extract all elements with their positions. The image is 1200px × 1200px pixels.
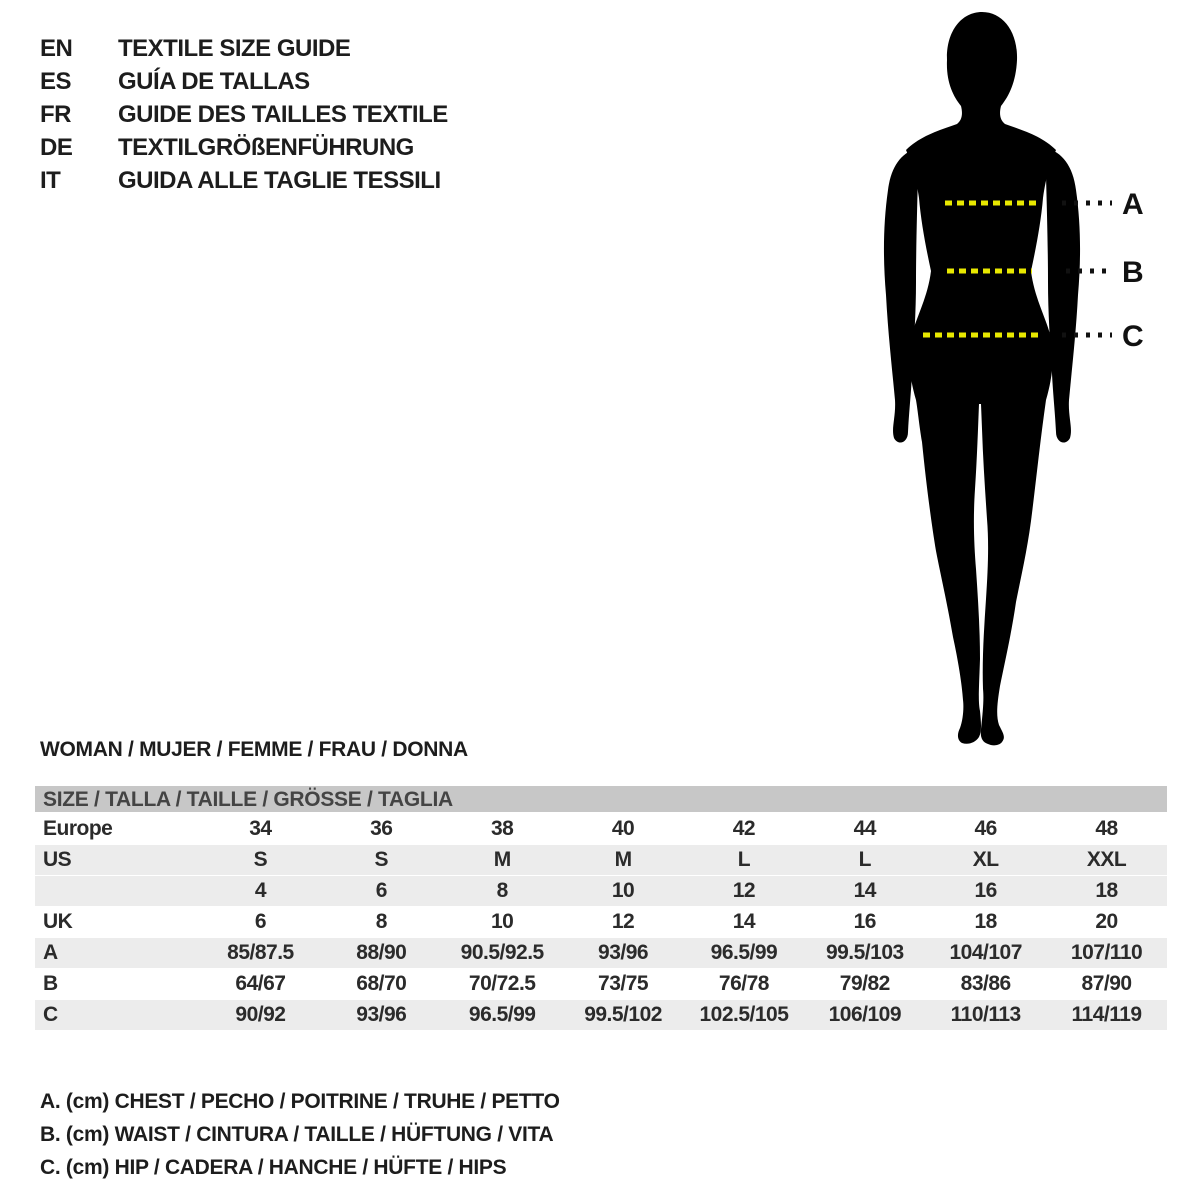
table-cell: S bbox=[253, 848, 268, 871]
table-cell: 8 bbox=[496, 879, 508, 902]
row-label: Europe bbox=[43, 817, 113, 840]
language-code: DE bbox=[40, 134, 73, 161]
row-label: C bbox=[43, 1003, 58, 1026]
table-cell: 76/78 bbox=[718, 972, 769, 995]
woman-silhouette-figure bbox=[850, 0, 1170, 760]
table-cell: XXL bbox=[1086, 848, 1127, 871]
table-cell: 12 bbox=[732, 879, 756, 902]
table-cell: 88/90 bbox=[356, 941, 407, 964]
table-cell: 64/67 bbox=[235, 972, 286, 995]
row-label: US bbox=[43, 848, 72, 871]
table-cell: 4 bbox=[254, 879, 267, 902]
table-cell: L bbox=[737, 848, 751, 871]
table-cell: 10 bbox=[491, 910, 514, 933]
language-title-row bbox=[40, 98, 448, 131]
table-cell: 16 bbox=[974, 879, 997, 902]
table-cell: 44 bbox=[853, 817, 876, 840]
language-title-list bbox=[40, 32, 448, 197]
language-code: EN bbox=[40, 35, 73, 62]
row-label: B bbox=[43, 972, 58, 995]
language-title: TEXTILE SIZE GUIDE bbox=[118, 35, 351, 62]
language-title: TEXTILGRÖßENFÜHRUNG bbox=[118, 134, 414, 161]
measurement-legend bbox=[40, 1085, 560, 1184]
row-label: A bbox=[43, 941, 58, 964]
measure-label-c: C bbox=[1122, 320, 1144, 353]
table-cell: 8 bbox=[375, 910, 387, 933]
table-cell: 106/109 bbox=[828, 1003, 902, 1026]
legend-line: A. (cm) CHEST / PECHO / POITRINE / TRUHE / PETTO bbox=[40, 1090, 560, 1113]
table-cell: 38 bbox=[491, 817, 514, 840]
language-title: GUÍA DE TALLAS bbox=[118, 68, 310, 95]
table-cell: XL bbox=[972, 848, 999, 871]
table-cell: M bbox=[614, 848, 632, 871]
table-cell: 99.5/102 bbox=[584, 1003, 662, 1026]
table-cell: S bbox=[374, 848, 389, 871]
table-row bbox=[35, 876, 1167, 907]
language-title-row bbox=[40, 32, 448, 65]
row-label bbox=[35, 876, 200, 906]
table-cell: 90/92 bbox=[235, 1003, 286, 1026]
measure-label-b: B bbox=[1122, 256, 1144, 289]
language-code: FR bbox=[40, 101, 71, 128]
table-row bbox=[35, 969, 1167, 1000]
size-table-header: SIZE / TALLA / TAILLE / GRÖSSE / TAGLIA bbox=[35, 786, 1167, 814]
row-label: UK bbox=[43, 910, 73, 933]
table-cell: 99.5/103 bbox=[825, 941, 904, 964]
table-cell: 20 bbox=[1095, 910, 1118, 933]
table-cell: 114/119 bbox=[1071, 1003, 1142, 1026]
table-cell: 16 bbox=[853, 910, 876, 933]
table-cell: 6 bbox=[254, 910, 267, 933]
table-cell: 46 bbox=[974, 817, 997, 840]
language-title-row bbox=[40, 65, 448, 98]
language-title: GUIDE DES TAILLES TEXTILE bbox=[118, 101, 448, 128]
size-table-body bbox=[35, 814, 1167, 1031]
table-cell: 73/75 bbox=[598, 972, 649, 995]
table-cell: 87/90 bbox=[1081, 972, 1132, 995]
table-cell: 70/72.5 bbox=[468, 972, 536, 995]
table-row bbox=[35, 907, 1167, 938]
table-cell: 12 bbox=[611, 910, 635, 933]
table-cell: 48 bbox=[1095, 817, 1118, 840]
table-cell: 68/70 bbox=[356, 972, 407, 995]
table-cell: 104/107 bbox=[949, 941, 1022, 964]
table-cell: 83/86 bbox=[960, 972, 1011, 995]
table-cell: 18 bbox=[974, 910, 997, 933]
language-code: ES bbox=[40, 68, 72, 95]
table-cell: 96.5/99 bbox=[710, 941, 778, 964]
table-cell: M bbox=[493, 848, 511, 871]
table-cell: 34 bbox=[249, 817, 272, 840]
table-cell: 85/87.5 bbox=[227, 941, 294, 964]
table-row bbox=[35, 1000, 1167, 1031]
measure-label-a: A bbox=[1122, 188, 1144, 221]
table-row bbox=[35, 845, 1167, 876]
woman-silhouette bbox=[884, 12, 1080, 745]
table-cell: 42 bbox=[732, 817, 756, 840]
section-title: WOMAN / MUJER / FEMME / FRAU / DONNA bbox=[40, 738, 468, 761]
table-row bbox=[35, 814, 1167, 845]
table-cell: 36 bbox=[370, 817, 393, 840]
table-cell: 18 bbox=[1095, 879, 1118, 902]
table-cell: 110/113 bbox=[950, 1003, 1021, 1026]
table-row bbox=[35, 938, 1167, 969]
table-cell: 96.5/99 bbox=[468, 1003, 536, 1026]
language-title-row bbox=[40, 164, 448, 197]
table-cell: 40 bbox=[611, 817, 635, 840]
language-title-row bbox=[40, 131, 448, 164]
legend-line: B. (cm) WAIST / CINTURA / TAILLE / HÜFTUNG / VITA bbox=[40, 1123, 554, 1146]
table-cell: 10 bbox=[611, 879, 635, 902]
table-cell: 14 bbox=[732, 910, 756, 933]
table-cell: 93/96 bbox=[356, 1003, 407, 1026]
table-cell: 14 bbox=[853, 879, 876, 902]
table-cell: 6 bbox=[375, 879, 387, 902]
table-cell: L bbox=[858, 848, 871, 871]
legend-line: C. (cm) HIP / CADERA / HANCHE / HÜFTE / HIPS bbox=[40, 1156, 507, 1179]
table-cell: 90.5/92.5 bbox=[460, 941, 544, 964]
language-title: GUIDA ALLE TAGLIE TESSILI bbox=[118, 167, 441, 194]
table-cell: 79/82 bbox=[839, 972, 890, 995]
table-cell: 93/96 bbox=[598, 941, 649, 964]
table-cell: 107/110 bbox=[1070, 941, 1143, 964]
size-table bbox=[35, 786, 1167, 1031]
language-code: IT bbox=[40, 167, 61, 194]
table-cell: 102.5/105 bbox=[699, 1003, 789, 1026]
